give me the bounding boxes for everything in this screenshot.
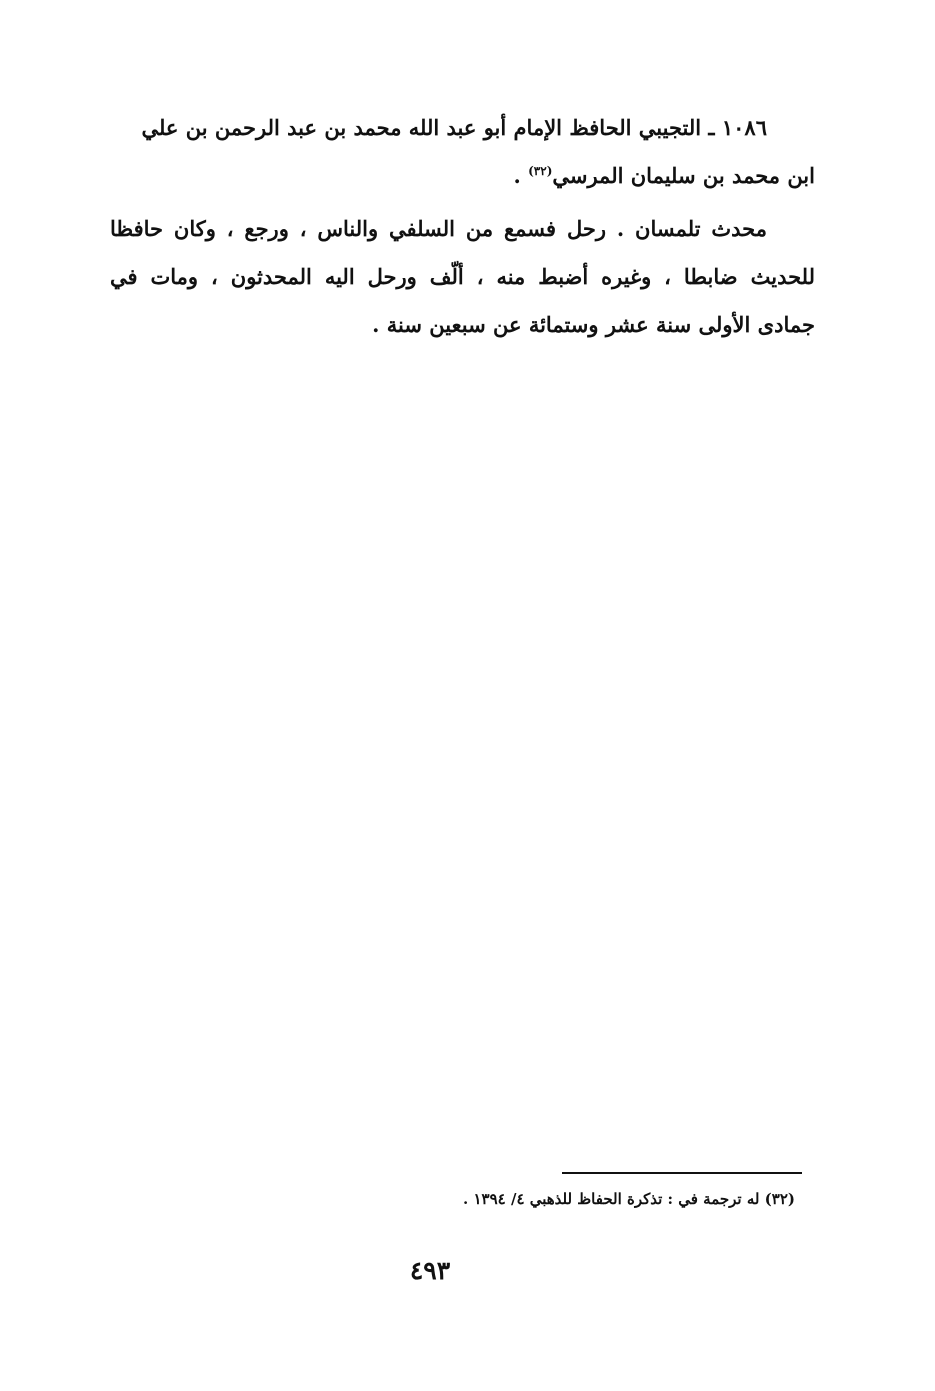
footnote-separator [562,1172,802,1174]
entry-body-line-1: محدث تلمسان . رحل فسمع من السلفي والناس ، ورجع ، وكان حافظا [110,216,767,241]
entry-body-line-2: للحديث ضابطا ، وغيره أضبط منه ، ألّف ورحل اليه المحدثون ، ومات في [110,264,815,289]
entry-heading-period: . [513,163,529,188]
page-number: ٤٩٣ [409,1256,451,1285]
entry-body [110,205,815,349]
footnote-reference: (٣٢) [528,164,553,178]
entry-heading-line-1: ١٠٨٦ ـ التجيبي الحافظ الإمام أبو عبد الله محمد بن عبد الرحمن بن علي [141,115,767,140]
entry-heading-line-2 [110,152,815,200]
entry-body-line-3: جمادى الأولى سنة عشر وستمائة عن سبعين سنة . [372,312,815,337]
entry-heading [110,104,815,200]
entry-heading-line-2-text: ابن محمد بن سليمان المرسي [552,163,815,188]
footnote: (٣٢) له ترجمة في : تذكرة الحفاظ للذهبي ٤/ ١٣٩٤ . [463,1190,795,1208]
